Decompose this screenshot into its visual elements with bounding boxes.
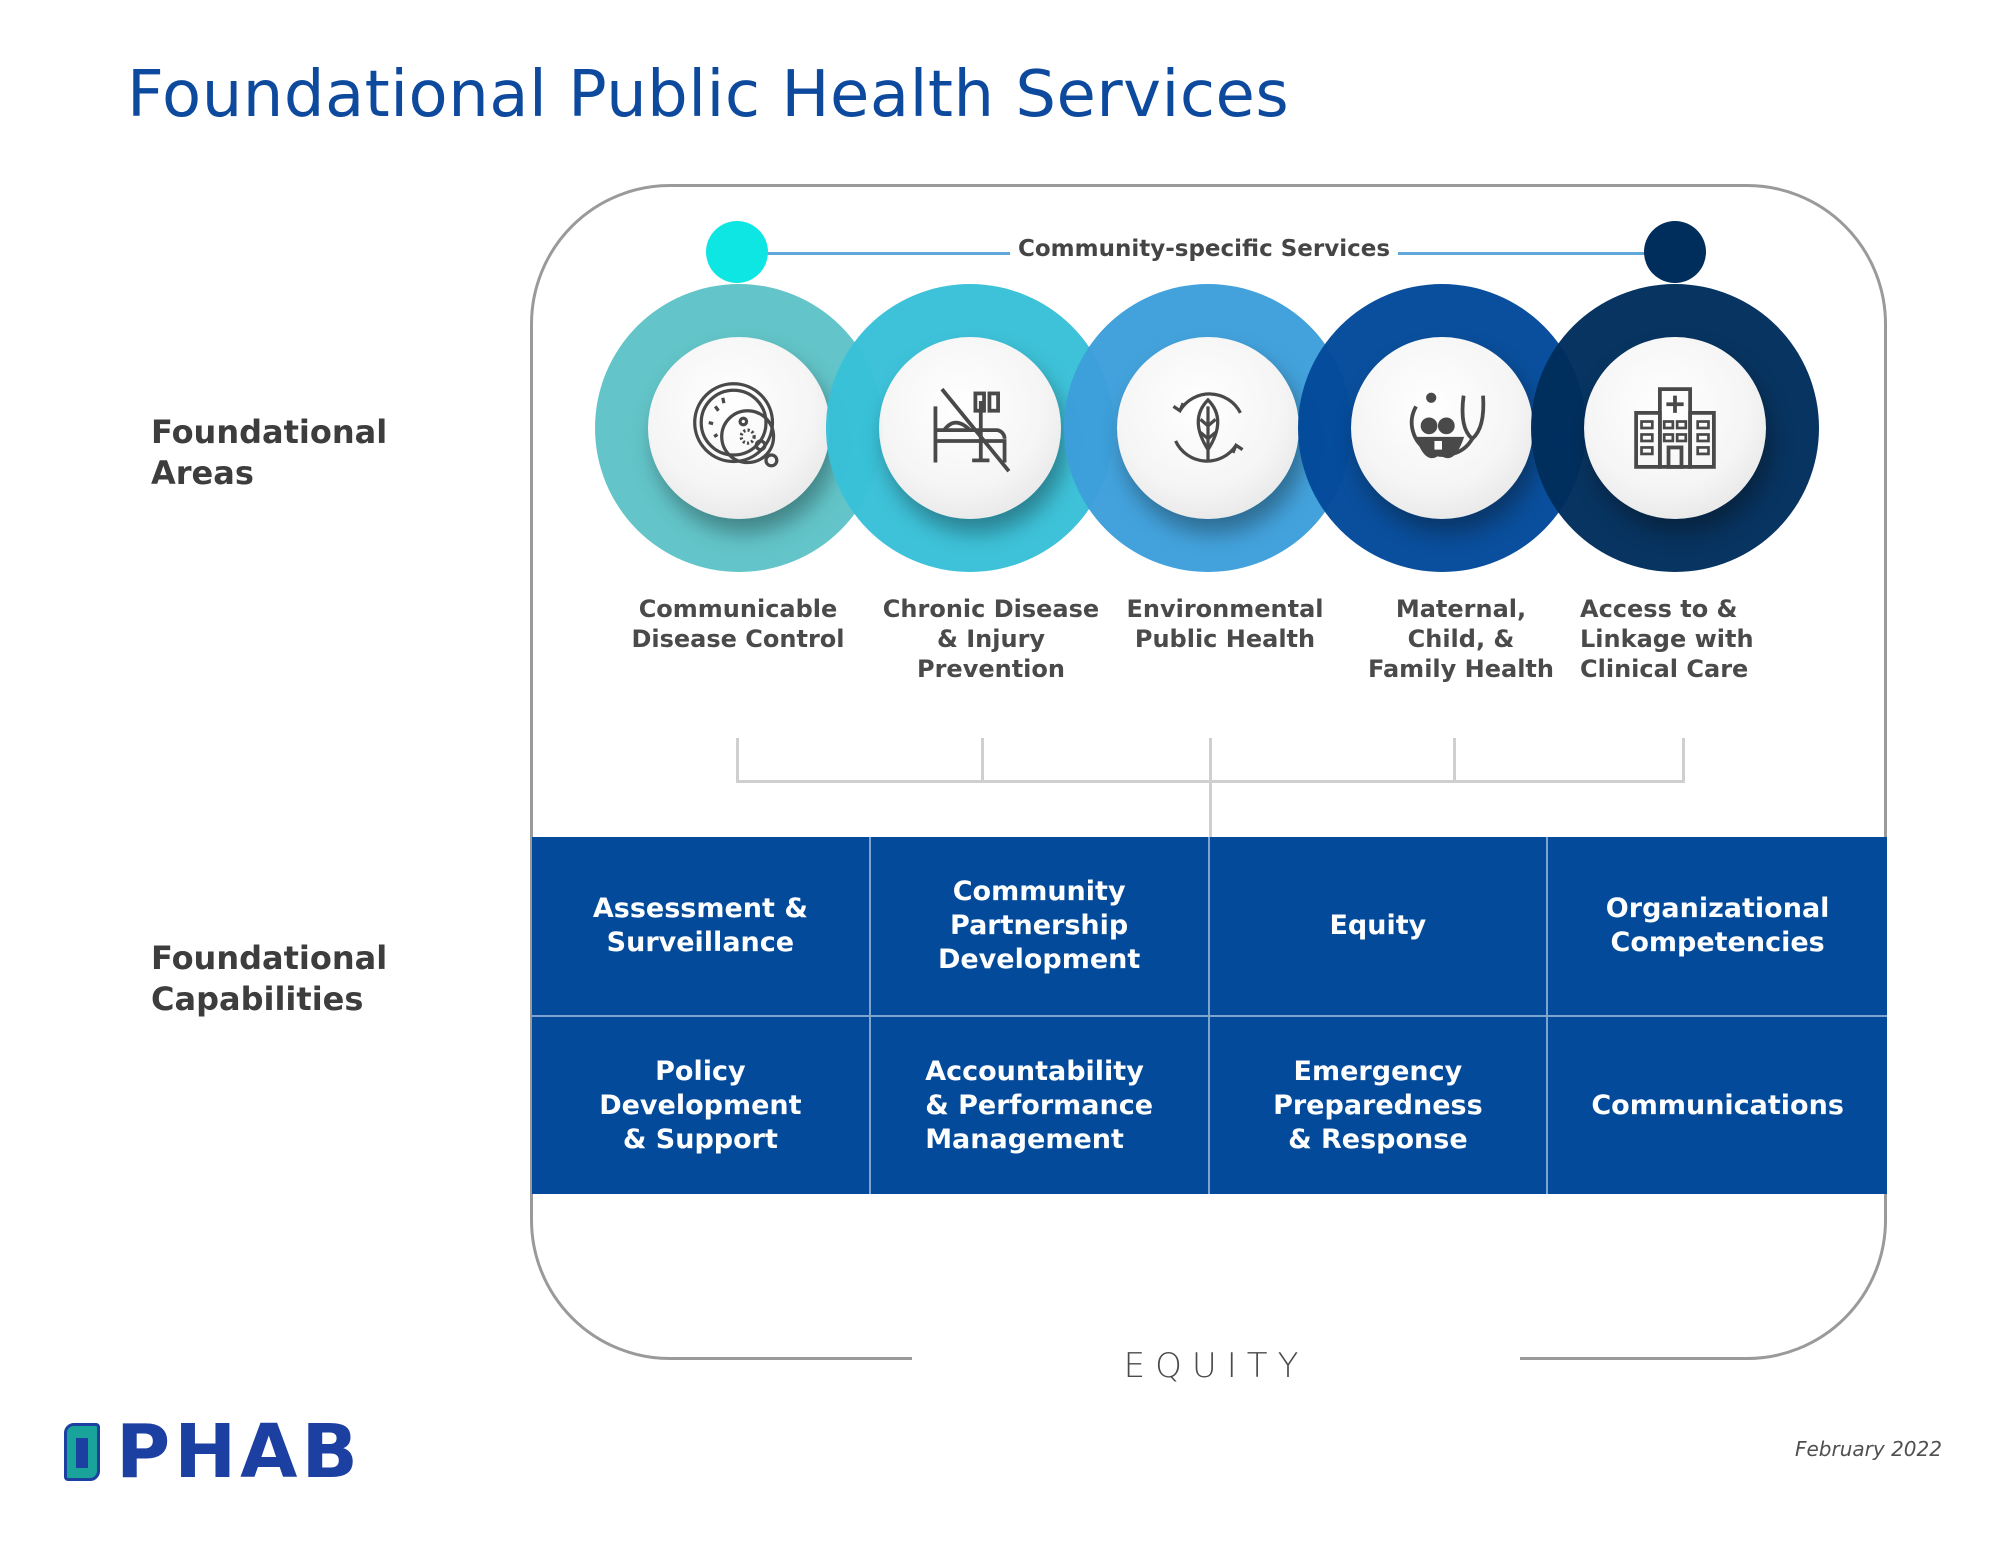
phab-logo-icon <box>64 1423 100 1481</box>
capability-communications: Communications <box>1591 1089 1844 1121</box>
bracket-tick <box>1453 738 1456 783</box>
foundational-areas-label <box>151 412 387 494</box>
family-stethoscope-icon <box>1388 374 1496 482</box>
community-services-start-dot <box>706 221 768 283</box>
bracket-tick <box>1682 738 1685 783</box>
area-icon-disc <box>1351 337 1533 519</box>
area-label-line: Communicable <box>638 595 838 623</box>
area-icon-disc <box>648 337 830 519</box>
publication-date: February 2022 <box>1795 1437 1942 1461</box>
bracket-tick <box>981 738 984 783</box>
area-label-line: Disease Control <box>631 625 845 653</box>
area-label-line: Family Health <box>1368 655 1554 683</box>
phab-logo-text: PHAB <box>116 1409 362 1495</box>
community-services-end-dot <box>1644 221 1706 283</box>
area-label-line: Public Health <box>1134 625 1316 653</box>
phab-logo <box>64 1409 362 1495</box>
bracket-tick <box>736 738 739 783</box>
area-label-line: Environmental <box>1126 595 1324 623</box>
area-label-communicable-disease <box>623 594 853 654</box>
capability-community-partnership: Community Partnership Development <box>871 837 1210 1017</box>
foundational-capabilities-label <box>151 938 387 1020</box>
foundational-capabilities-label-line: Foundational <box>151 939 388 977</box>
no-hospital-bed-icon <box>916 374 1024 482</box>
capability-accountability-performance: Accountability & Performance Management <box>871 1017 1210 1194</box>
community-specific-services-label: Community-specific Services <box>1010 236 1398 262</box>
area-icon-disc <box>879 337 1061 519</box>
capability-policy-development: Policy Development & Support <box>532 1017 871 1194</box>
area-label-line: Clinical Care <box>1580 655 1749 683</box>
area-clinical-care <box>1531 284 1819 572</box>
area-label-line: & Injury <box>936 625 1046 653</box>
area-label-line: Maternal, <box>1395 595 1527 623</box>
area-label-environmental-health <box>1110 594 1340 654</box>
hospital-building-icon <box>1621 374 1729 482</box>
area-label-chronic-disease <box>876 594 1106 684</box>
foundational-capabilities-label-line: Capabilities <box>151 980 364 1018</box>
equity-footer-label: EQUITY <box>1123 1346 1309 1386</box>
capability-assessment-surveillance: Assessment & Surveillance <box>532 837 871 1017</box>
capabilities-grid <box>532 837 1887 1194</box>
area-label-clinical-care <box>1580 594 1810 684</box>
bracket-bar <box>736 780 1685 783</box>
area-icon-disc <box>1117 337 1299 519</box>
page-title: Foundational Public Health Services <box>127 58 1290 132</box>
foundational-areas-label-line: Foundational <box>151 413 388 451</box>
recycle-leaf-icon <box>1154 374 1262 482</box>
foundational-areas-label-line: Areas <box>151 454 254 492</box>
capability-emergency-preparedness: Emergency Preparedness & Response <box>1210 1017 1549 1194</box>
area-label-line: Prevention <box>917 655 1065 683</box>
area-label-line: Chronic Disease <box>882 595 1100 623</box>
area-label-maternal-child-health <box>1346 594 1576 684</box>
bracket-stem <box>1209 738 1212 838</box>
area-icon-disc <box>1584 337 1766 519</box>
petri-dish-microbe-icon <box>685 374 793 482</box>
capability-organizational-competencies: Organizational Competencies <box>1548 837 1887 1017</box>
area-label-line: Linkage with <box>1580 625 1754 653</box>
capability-equity: Equity <box>1210 837 1549 1017</box>
area-label-line: Child, & <box>1407 625 1515 653</box>
area-label-line: Access to & <box>1580 595 1738 623</box>
